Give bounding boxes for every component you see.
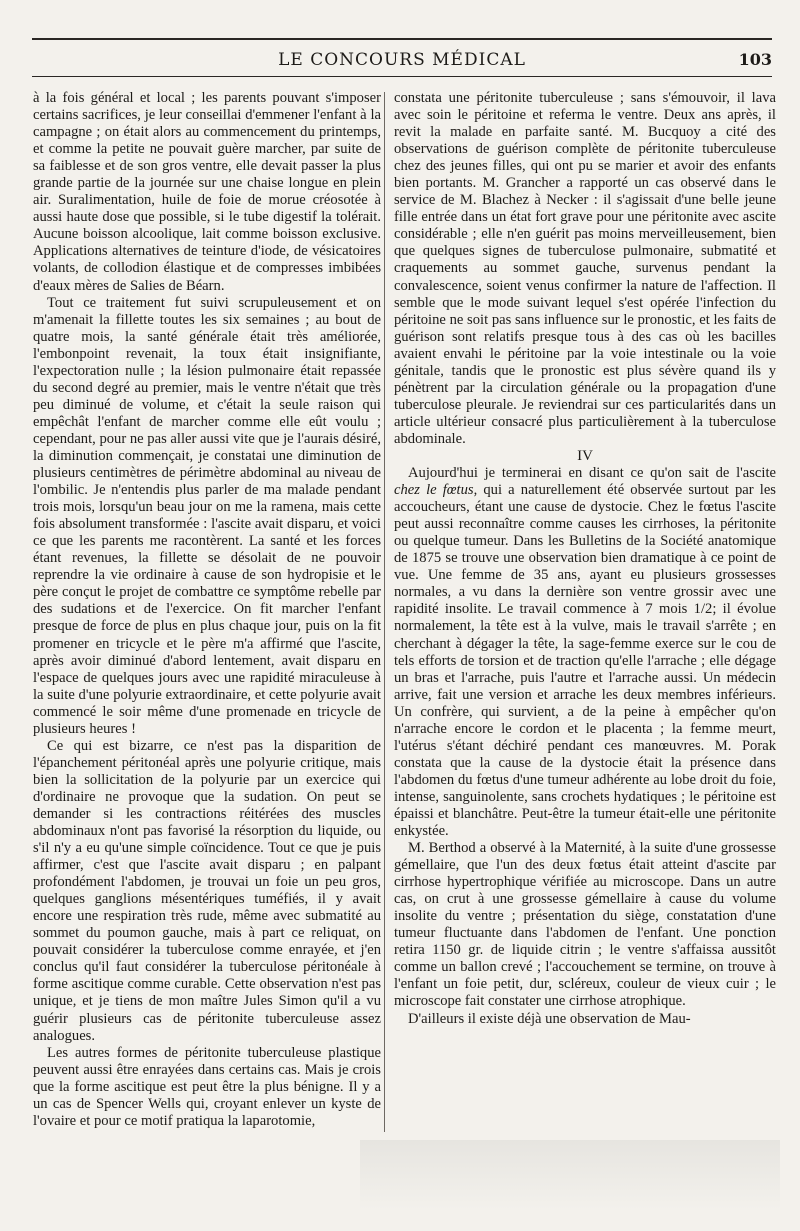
right-column xyxy=(394,90,776,1028)
column-divider xyxy=(384,92,385,1132)
left-column xyxy=(33,90,381,1130)
text-run: , qui a naturellement été observée surtout par les accoucheurs, étant une cause de dystocie. Chez le fœtus l'ascite peut aussi reconnaître comme causes les cirrhoses, la péritonite ou quelque tumeur. Dans les Bulletins de la Société anatomique de 1875 se trouve une observation bien dramatique à ce point de vue. Une femme de 35 ans, ayant eu plusieurs grossesses normales, a vu dans la dernière son ventre grossir avec une rapidité insolite. Le travail commence à 7 mois 1/2; il évolue normalement, la tête est à la vulve, mais le travail s'arrête ; en cherchant à dégager la tête, la sage-femme exerce sur le cou de tels efforts de torsion et de traction qu'elle l'arrache ; elle dégage un bras et l'arrache, puis l'autre et l'arrache aussi. Un médecin arrive, fait une version et arrache les deux membres inférieurs. Un confrère, qui survient, a de la peine à empêcher qu'on n'arrache encore le cordon et le placenta ; la femme meurt, l'utérus s'étant déchiré pendant ces manœuvres. M. Porak constata que la cause de la dystocie était la présence dans l'abdomen du fœtus d'une tumeur adhérente au lobe droit du foie, intense, sanguinolente, sans crochets hydatiques ; le péritoine est épaissi et blanchâtre. Peut-être la tumeur était-elle une péritonite enkystée. xyxy=(394,482,776,840)
page-header xyxy=(32,46,772,76)
header-rule xyxy=(32,76,772,77)
italic-term: chez le fœtus xyxy=(394,482,474,499)
section-number: IV xyxy=(577,447,593,464)
page-number: 103 xyxy=(738,50,772,69)
paragraph: Tout ce traitement fut suivi scrupuleusement et on m'amenait la fillette toutes les six semaines ; au bout de quatre mois, la santé générale était très améliorée, l'embonpoint revenait, la toux était insignifiante, l'expectoration nulle ; la lésion pulmonaire était repassée du second degré au premier, mais le ventre n'était que très peu diminué de volume, et c'était la seule raison qui empêchât l'enfant de marcher comme elle eût voulu ; cependant, pour ne pas aller aussi vite que je l'aurais désiré, la diminution commençait, je constatai une diminution de plusieurs centimètres de périmètre abdominal au niveau de l'ombilic. Je n'entendis plus parler de ma malade pendant trois mois, lorsqu'un beau jour on me la ramena, mais cette fois absolument transformée : l'ascite avait disparu, et voici ce que les parents me racontèrent. La santé et les forces étant revenues, la fillette se désolait de ne pouvoir reprendre la vie ordinaire à cause de son hydropisie et le père conçut le projet de combattre ce symptôme rebelle par des sudations et de l'exercice. On fit marcher l'enfant presque de force de plus en plus chaque jour, puis on la fit promener en tricycle et le père m'a affirmé que l'ascite, après avoir diminué d'abord lentement, avait disparu en l'espace de quelques jours avec une rapidité miraculeuse à la suite d'une polyurie extraordinaire, et cette polyurie avait commencé le soir même d'une promenade en tricycle de plusieurs heures ! xyxy=(33,294,381,737)
paper-shading xyxy=(360,1140,780,1210)
paragraph: à la fois général et local ; les parents pouvant s'imposer certains sacrifices, je leur conseillai d'emmener l'enfant à la campagne ; on était alors au commencement du printemps, et comme la petite ne pouvait guère marcher, par suite de sa faiblesse et de son gros ventre, elle devait passer la plus grande partie de la journée sur une chaise longue en plein air. Suralimentation, huile de foie de morue créosotée à aussi haute dose que possible, si le tube digestif la tolérait. Aucune boisson alcoolique, lait comme boisson exclusive. Applications alternatives de teinture d'iode, de vésicatoires volants, de collodion élastique et de compresses imbibées d'eaux mères de Salies de Béarn. xyxy=(33,90,381,294)
journal-title: LE CONCOURS MÉDICAL xyxy=(278,50,526,70)
text-run: Aujourd'hui je terminerai en disant ce qu'on sait de l'ascite xyxy=(408,465,776,482)
paragraph: Les autres formes de péritonite tuberculeuse plastique peuvent aussi être enrayées dans certains cas. Mais je crois que la forme ascitique est peut être la plus bénigne. Il y a un cas de Spencer Wells qui, croyant enlever un kyste de l'ovaire et pour ce motif pratiqua la laparotomie, xyxy=(33,1044,381,1129)
top-rule xyxy=(32,38,772,40)
paragraph: constata une péritonite tuberculeuse ; sans s'émouvoir, il lava avec soin le péritoine et referma le ventre. Deux ans après, il revit la malade en parfaite santé. M. Bucquoy a cité des observations de guérison complète de péritonite tuberculeuse chez des jeunes filles, qui ont pu se marier et avoir des enfants bien portants. M. Grancher a rapporté un cas observé dans le service de M. Blachez à Necker : il s'agissait d'une belle jeune fille entrée dans un état fort grave pour une péritonite avec ascite considérable ; elle n'en guérit pas moins merveilleusement, bien que quelques signes de tuberculose pulmonaire, submatité et craquements au sommet gauche, survenus pendant la convalescence, soient venus confirmer la nature de l'affection. Il semble que le mode suivant lequel s'est opérée l'infection du péritoine ne soit pas sans influence sur le pronostic, et les faits de guérison sont relatifs presque tous à des cas où les bacilles avaient envahi le péritoine par la voie intestinale ou la voie génitale, tandis que le pronostic est plus sévère quand ils y pénètrent par la circulation générale ou la propagation d'une tuberculose pleurale. Je reviendrai sur ces particularités dans un article ultérieur consacré plus particulièrement à la tuberculose abdominale. xyxy=(394,90,776,447)
paragraph: D'ailleurs il existe déjà une observation de Mau- xyxy=(408,1010,691,1027)
paragraph: Ce qui est bizarre, ce n'est pas la disparition de l'épanchement péritonéal après une polyurie critique, mais bien la sollicitation de la polyurie par un exercice qui d'ordinaire ne provoque que la sudation. On peut se demander si les contractions réitérées des muscles abdominaux n'ont pas favorisé la résorption du liquide, ou s'il n'y a eu qu'une simple coïncidence. Tout ce que je puis affirmer, c'est que l'ascite avait disparu ; en palpant profondément l'abdomen, je trouvai un foie un peu gros, quelques ganglions mésentériques tuméfiés, il y avait encore une respiration très rude, même avec submatité au sommet du poumon gauche, mais à part ce reliquat, on pouvait considérer la tuberculose comme enrayée, et j'en conclus qu'il faut considérer la tuberculose péritonéale à forme ascitique comme curable. Cette observation n'est pas unique, et je tiens de mon maître Jules Simon qu'il a vu guérir plusieurs cas de péritonite tuberculeuse assez analogues. xyxy=(33,737,381,1044)
paragraph: M. Berthod a observé à la Maternité, à la suite d'une grossesse gémellaire, que l'un des deux fœtus était atteint d'ascite par cirrhose hypertrophique vérifiée au microscope. Dans un autre cas, on crut à une grossesse gémellaire à cause du volume insolite du ventre ; présentation du siège, constatation d'une tumeur fluctuante dans l'abdomen de l'enfant. Une ponction retira 1150 gr. de liquide citrin ; le ventre s'affaissa aussitôt comme un ballon crevé ; l'accouchement se termine, on trouve à l'enfant un foie petit, dur, scléreux, couleur de vieux cuir ; le microscope fait constater une cirrhose atrophique. xyxy=(394,840,776,1010)
paragraph-ascite-foetus xyxy=(394,465,776,840)
